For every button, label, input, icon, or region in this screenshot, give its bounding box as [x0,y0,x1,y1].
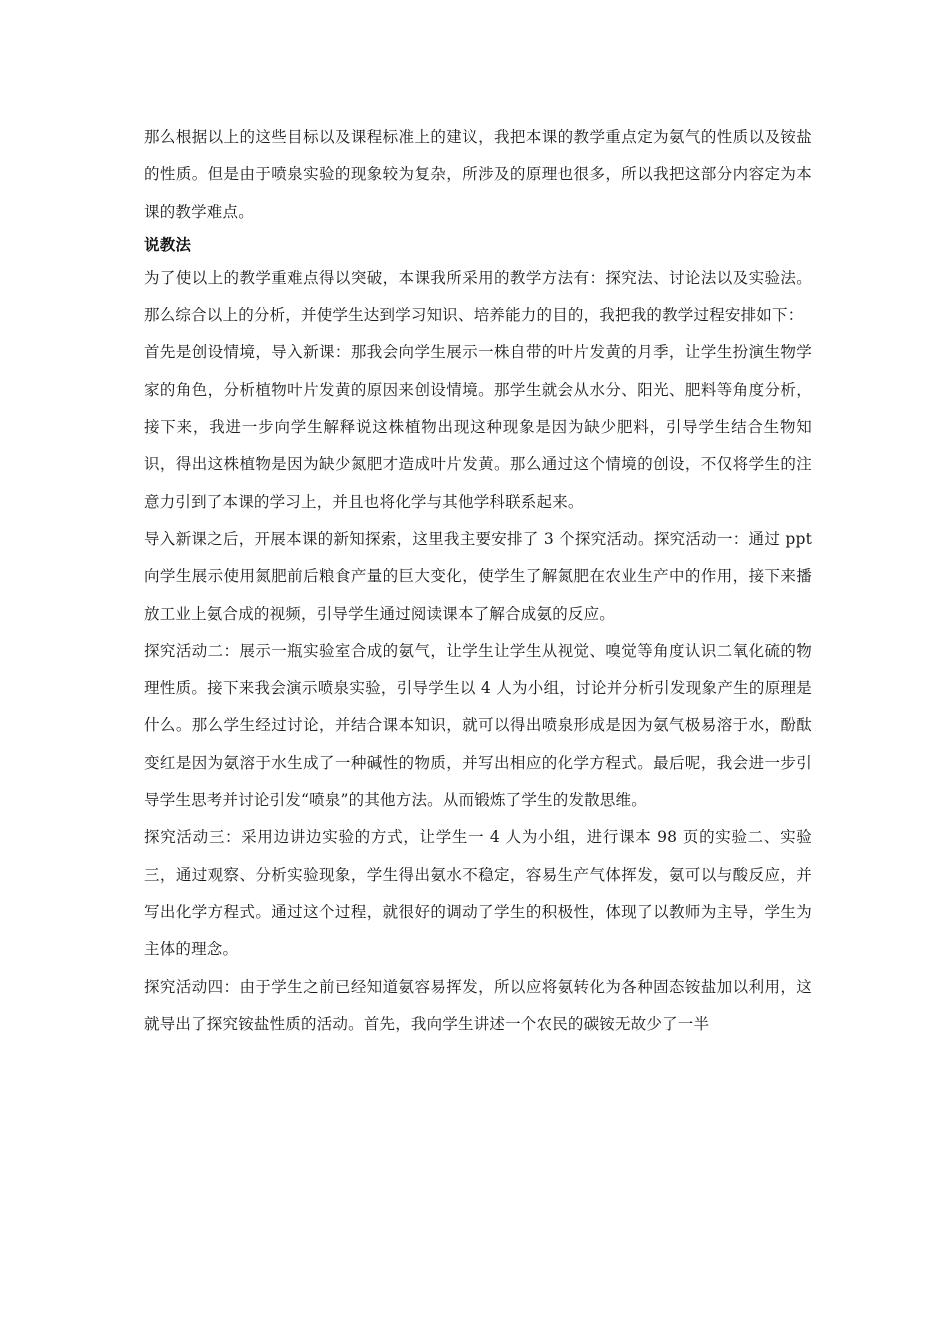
section-heading-teaching-method: 说教法 [144,235,192,254]
document-body [144,119,812,1043]
intro-paragraph: 那么根据以上的这些目标以及课程标准上的建议，我把本课的教学重点定为氨气的性质以及铵盐的性质。但是由于喷泉实验的现象较为复杂，所涉及的原理也很多，所以我把这部分内容定为本课的教学难点。 [144,128,812,221]
paragraph-activity-four: 探究活动四：由于学生之前已经知道氨容易挥发，所以应将氨转化为各种固态铵盐加以利用，这就导出了探究铵盐性质的活动。首先，我向学生讲述一个农民的碳铵无故少了一半 [144,977,812,1033]
paragraph-activity-two: 探究活动二：展示一瓶实验室合成的氨气，让学生让学生从视觉、嗅觉等角度认识二氧化硫的物理性质。接下来我会演示喷泉实验，引导学生以 4 人为小组，讨论并分析引发现象产生的原理是什么。那么学生经过讨论，并结合课本知识，就可以得出喷泉形成是因为氨气极易溶于水，酚酞变红是因为氨溶于水生成了一种碱性的物质，并写出相应的化学方程式。最后呢，我会进一步引导学生思考并讨论引发“喷泉”的其他方法。从而锻炼了学生的发散思维。 [144,641,812,810]
paragraph-teaching-methods: 为了使以上的教学重难点得以突破，本课我所采用的教学方法有：探究法、讨论法以及实验法。那么综合以上的分析，并使学生达到学习知识、培养能力的目的，我把我的教学过程安排如下： [144,268,812,325]
paragraph-create-situation: 首先是创设情境，导入新课：那我会向学生展示一株自带的叶片发黄的月季，让学生扮演生物学家的角色，分析植物叶片发黄的原因来创设情境。那学生就会从水分、阳光、肥料等角度分析，接下来，我进一步向学生解释说这株植物出现这种现象是因为缺少肥料，引导学生结合生物知识，得出这株植物是因为缺少氮肥才造成叶片发黄。那么通过这个情境的创设，不仅将学生的注意力引到了本课的学习上，并且也将化学与其他学科联系起来。 [144,343,812,511]
paragraph-activity-one: 导入新课之后，开展本课的新知探索，这里我主要安排了 3 个探究活动。探究活动一：通过 ppt 向学生展示使用氮肥前后粮食产量的巨大变化，使学生了解氮肥在农业生产中的作用，接下来播放工业上氨合成的视频，引导学生通过阅读课本了解合成氨的反应。 [144,529,812,623]
paragraph-activity-three: 探究活动三：采用边讲边实验的方式，让学生一 4 人为小组，进行课本 98 页的实验二、实验三，通过观察、分析实验现象，学生得出氨水不稳定，容易生产气体挥发，氨可以与酸反应，并写出化学方程式。通过这个过程，就很好的调动了学生的积极性，体现了以教师为主导，学生为主体的理念。 [144,828,812,959]
